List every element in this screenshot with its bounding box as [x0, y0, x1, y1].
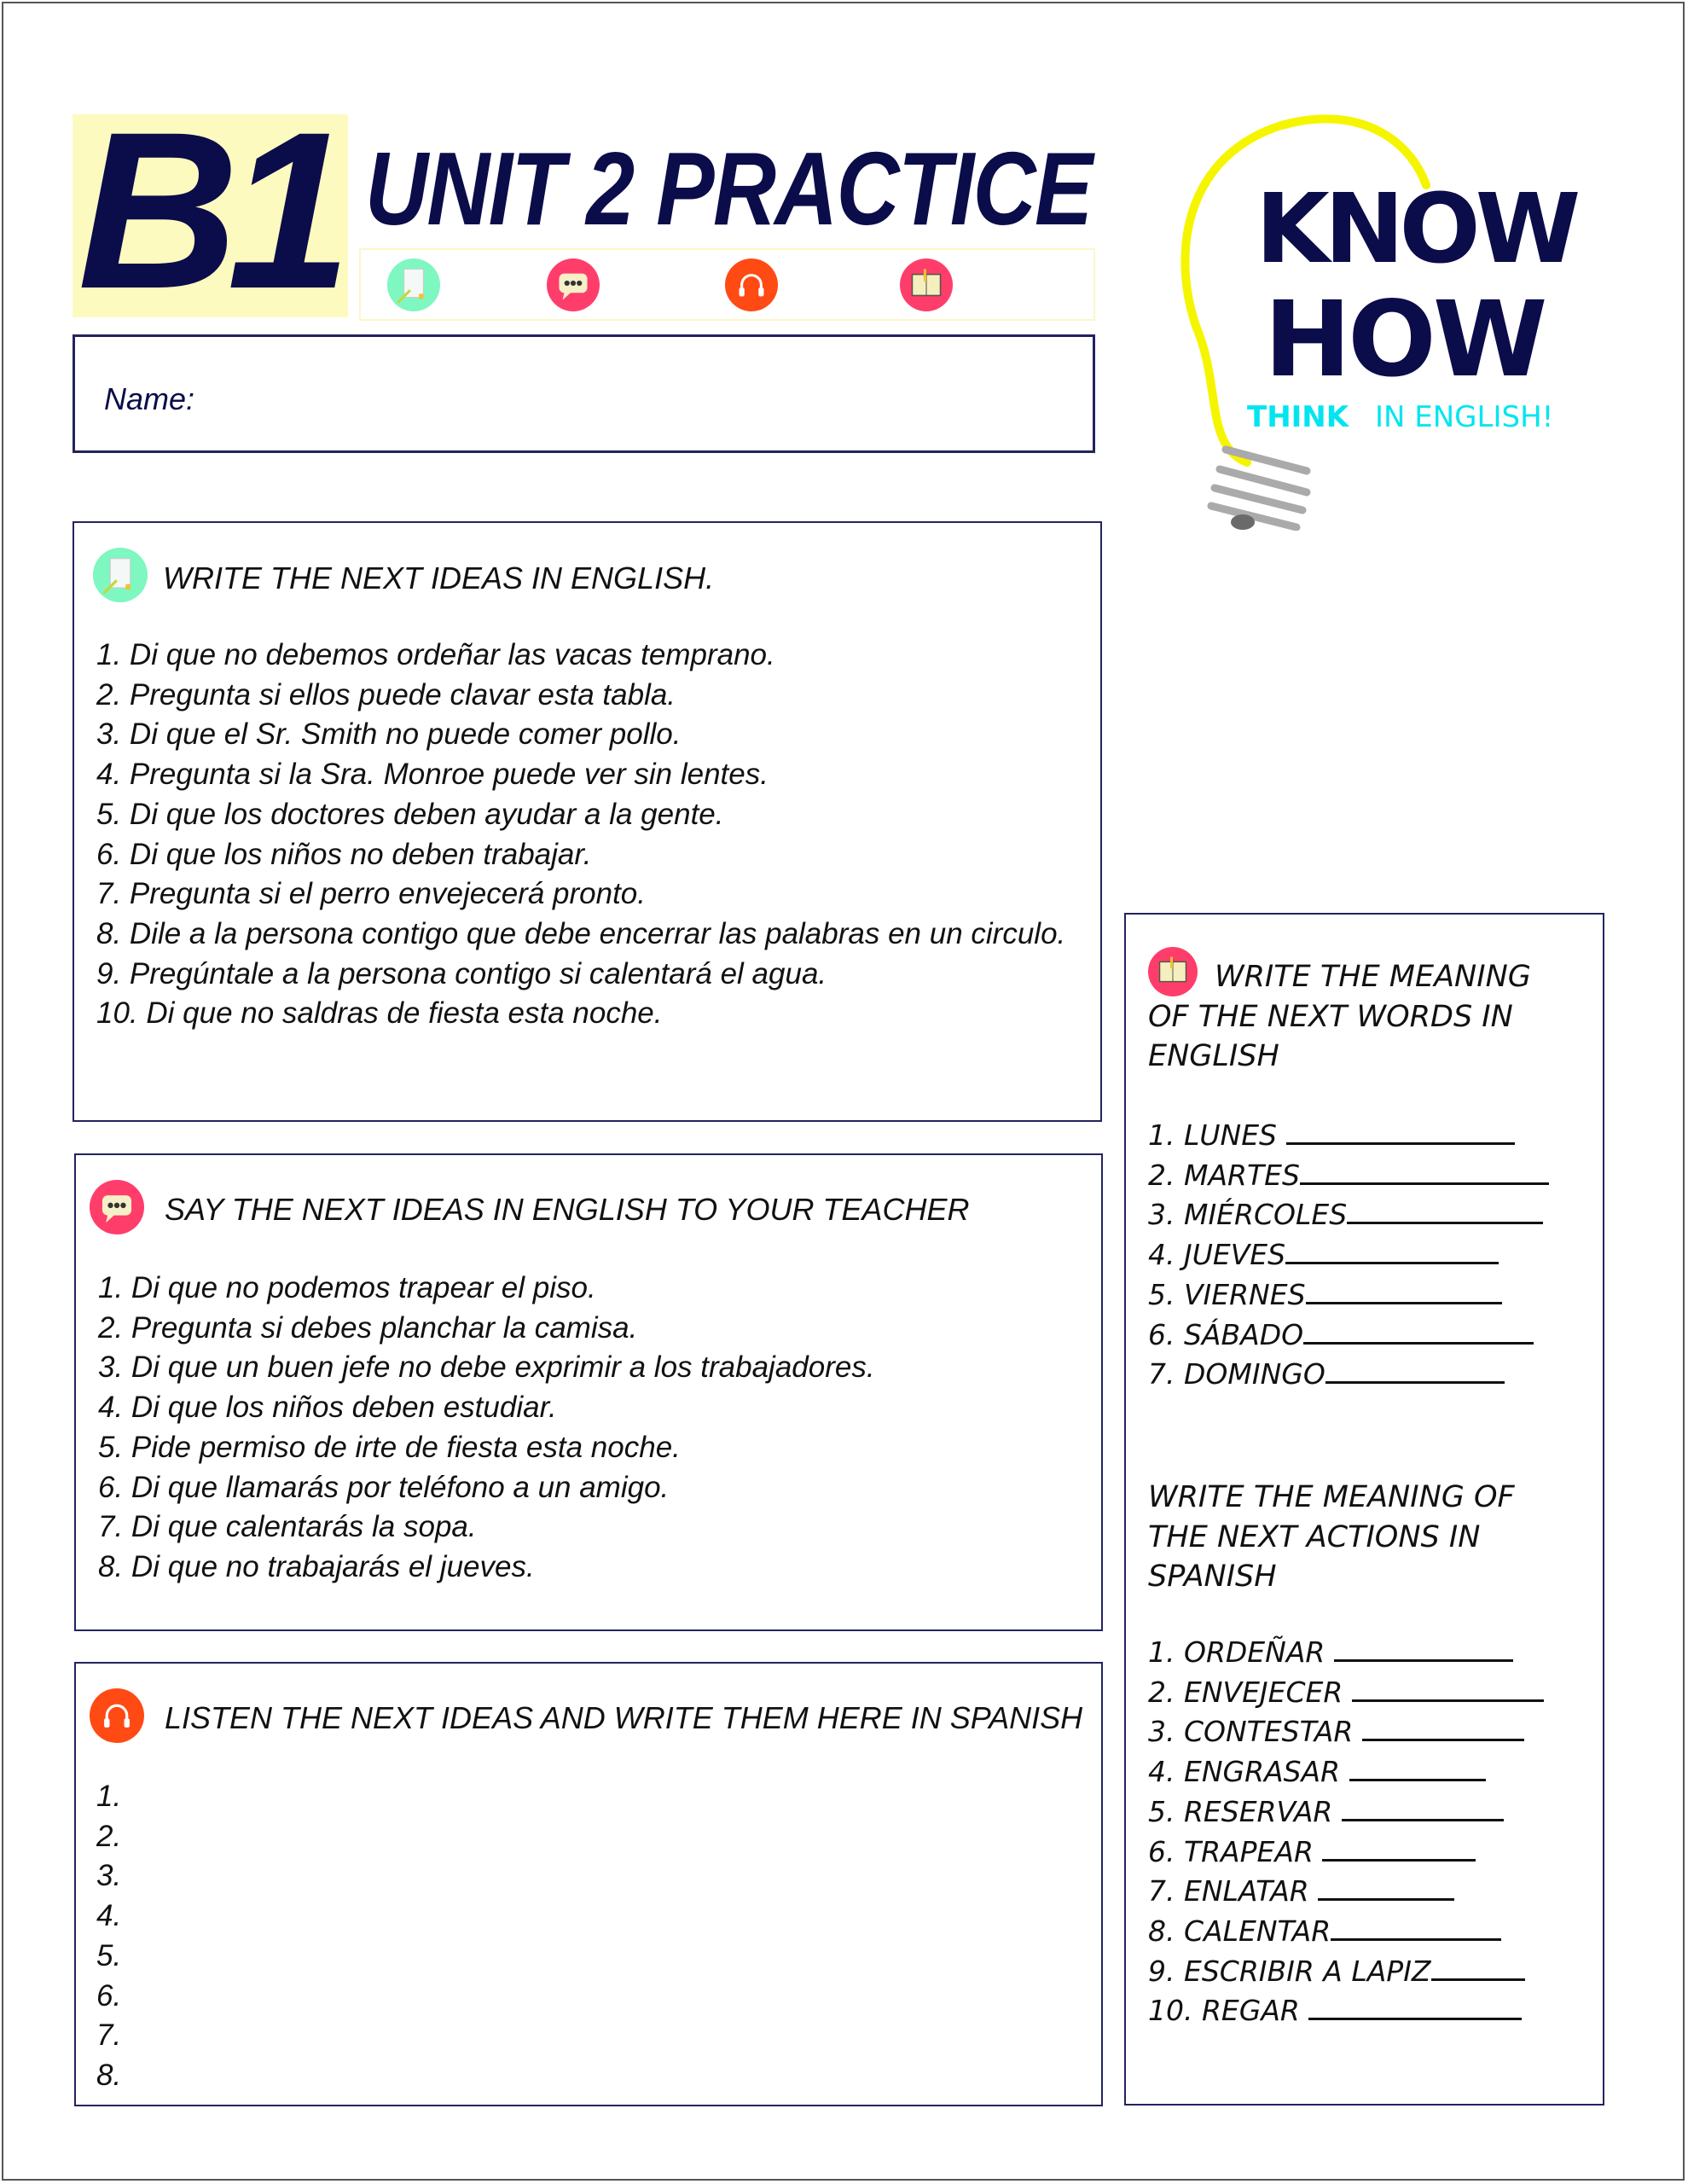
list-item: 3. Di que el Sr. Smith no puede comer pollo.: [96, 717, 682, 752]
logo-how: HOW: [1264, 279, 1545, 400]
answer-blank[interactable]: [1308, 1992, 1522, 2020]
answer-blank[interactable]: [1286, 1117, 1515, 1145]
action-label: 1. ORDEÑAR: [1148, 1635, 1334, 1669]
speak-icon: [90, 1180, 144, 1234]
answer-line[interactable]: 2.: [96, 1819, 122, 1853]
word-label: 4. JUEVES: [1148, 1238, 1286, 1272]
write-icon: [387, 258, 440, 311]
list-item: 6. Di que llamarás por teléfono a un amigo.: [98, 1470, 670, 1504]
action-label: 7. ENLATAR: [1148, 1874, 1319, 1908]
answer-blank[interactable]: [1306, 1276, 1502, 1304]
answer-line[interactable]: 6.: [96, 1978, 122, 2013]
logo-know: KNOW: [1256, 174, 1576, 285]
list-item: [1148, 1712, 1544, 1752]
write-section: [73, 521, 1102, 1122]
list-item: [1148, 1275, 1549, 1316]
listen-icon: [90, 1688, 144, 1743]
list-item: [1148, 1355, 1549, 1395]
word-label: 7. DOMINGO: [1148, 1357, 1325, 1391]
skills-icon-strip: [359, 248, 1095, 321]
list-item: 7. Di que calentarás la sopa.: [98, 1510, 477, 1544]
speak-icon: [547, 258, 600, 311]
word-label: 5. VIERNES: [1148, 1277, 1306, 1311]
answer-blank[interactable]: [1300, 1157, 1549, 1185]
list-item: [1148, 1316, 1549, 1356]
action-label: 3. CONTESTAR: [1148, 1715, 1362, 1749]
action-label: 5. RESERVAR: [1148, 1794, 1342, 1828]
know-how-logo: [1170, 104, 1614, 531]
answer-blank[interactable]: [1303, 1316, 1534, 1345]
action-label: 10. REGAR: [1148, 1994, 1309, 2028]
answer-line[interactable]: 7.: [96, 2018, 122, 2053]
list-item: 1. Di que no debemos ordeñar las vacas temprano.: [96, 638, 775, 671]
answer-blank[interactable]: [1318, 1873, 1454, 1901]
words-list: [1148, 1116, 1549, 1395]
list-item: 8. Dile a la persona contigo que debe encerrar las palabras en un circulo.: [96, 916, 1066, 950]
word-label: 6. SÁBADO: [1148, 1317, 1304, 1351]
action-label: 9. ESCRIBIR A LAPIZ: [1148, 1954, 1431, 1988]
list-item: [1148, 1952, 1544, 1992]
list-item: [1148, 1633, 1544, 1673]
list-item: 9. Pregúntale a la persona contigo si calentará el agua.: [96, 956, 827, 990]
logo-in-english: IN ENGLISH!: [1375, 400, 1554, 434]
answer-blank[interactable]: [1334, 1634, 1513, 1662]
list-item: [1148, 1673, 1544, 1713]
list-item: [1148, 1752, 1544, 1792]
answer-blank[interactable]: [1331, 1913, 1501, 1941]
list-item: 2. Pregunta si ellos puede clavar esta tabla.: [96, 677, 676, 712]
answer-blank[interactable]: [1285, 1236, 1499, 1264]
list-item: 6. Di que los niños no deben trabajar.: [96, 837, 592, 871]
level-text: B1: [78, 85, 339, 335]
say-heading: SAY THE NEXT IDEAS IN ENGLISH TO YOUR TEACHER: [165, 1192, 970, 1227]
list-item: 1. Di que no podemos trapear el piso.: [98, 1271, 596, 1304]
answer-line[interactable]: 5.: [96, 1938, 122, 1972]
list-item: 5. Pide permiso de irte de fiesta esta noche.: [98, 1430, 681, 1464]
action-label: 2. ENVEJECER: [1148, 1675, 1352, 1709]
vocabulary-section: [1124, 913, 1604, 2106]
words-heading: WRITE THE MEANING OF THE NEXT WORDS IN ENGLISH: [1148, 960, 1531, 1074]
answer-line[interactable]: 3.: [96, 1859, 122, 1893]
listen-icon: [725, 258, 778, 311]
name-label: Name:: [104, 381, 195, 416]
listen-section: [74, 1662, 1103, 2106]
name-field[interactable]: [73, 334, 1095, 453]
answer-line[interactable]: 8.: [96, 2058, 122, 2092]
answer-blank[interactable]: [1347, 1196, 1543, 1224]
answer-blank[interactable]: [1342, 1793, 1504, 1821]
answer-line[interactable]: 1.: [96, 1780, 122, 1813]
list-item: [1148, 1833, 1544, 1873]
write-list: [96, 636, 1077, 1034]
list-item: 7. Pregunta si el perro envejecerá pronto.: [96, 877, 646, 911]
answer-blank[interactable]: [1362, 1713, 1524, 1741]
actions-heading: WRITE THE MEANING OF THE NEXT ACTIONS IN SPANISH: [1148, 1480, 1515, 1594]
list-item: [1148, 1156, 1549, 1196]
answer-blank[interactable]: [1322, 1833, 1476, 1862]
word-label: 3. MIÉRCOLES: [1148, 1198, 1348, 1232]
list-item: [1148, 1872, 1544, 1912]
write-icon: [93, 548, 148, 602]
list-item: [1148, 1235, 1549, 1275]
logo-think: THINK: [1247, 400, 1349, 434]
answer-blank[interactable]: [1349, 1753, 1486, 1781]
list-item: 8. Di que no trabajarás el jueves.: [98, 1549, 535, 1583]
vocabulary-icon: [900, 258, 953, 311]
list-item: [1148, 1116, 1549, 1156]
list-item: 3. Di que un buen jefe no debe exprimir a los trabajadores.: [98, 1350, 875, 1385]
word-label: 1. LUNES: [1148, 1118, 1286, 1152]
list-item: [1148, 1195, 1549, 1235]
page-title: UNIT 2 PRACTICE: [365, 131, 1092, 247]
say-section: [74, 1153, 1103, 1631]
list-item: [1148, 1991, 1544, 2031]
list-item: 10. Di que no saldras de fiesta esta noche.: [96, 996, 663, 1031]
list-item: 4. Di que los niños deben estudiar.: [98, 1391, 557, 1425]
list-item: 5. Di que los doctores deben ayudar a la gente.: [96, 797, 724, 831]
level-badge: [73, 85, 348, 335]
action-label: 8. CALENTAR: [1148, 1914, 1331, 1948]
answer-blank[interactable]: [1352, 1674, 1544, 1702]
list-item: 4. Pregunta si la Sra. Monroe puede ver sin lentes.: [96, 758, 769, 792]
answer-blank[interactable]: [1431, 1953, 1525, 1981]
write-heading: WRITE THE NEXT IDEAS IN ENGLISH.: [163, 561, 715, 595]
word-label: 2. MARTES: [1148, 1158, 1300, 1192]
answer-blank[interactable]: [1325, 1356, 1505, 1384]
actions-list: [1148, 1633, 1544, 2031]
action-label: 6. TRAPEAR: [1148, 1834, 1323, 1868]
list-item: [1148, 1912, 1544, 1952]
listen-list: [96, 1777, 121, 2096]
action-label: 4. ENGRASAR: [1148, 1755, 1349, 1789]
listen-heading: LISTEN THE NEXT IDEAS AND WRITE THEM HERE IN SPANISH: [165, 1700, 1083, 1735]
say-list: [98, 1269, 1079, 1588]
list-item: 2. Pregunta si debes planchar la camisa.: [98, 1310, 638, 1345]
list-item: [1148, 1792, 1544, 1833]
answer-line[interactable]: 4.: [96, 1899, 122, 1933]
